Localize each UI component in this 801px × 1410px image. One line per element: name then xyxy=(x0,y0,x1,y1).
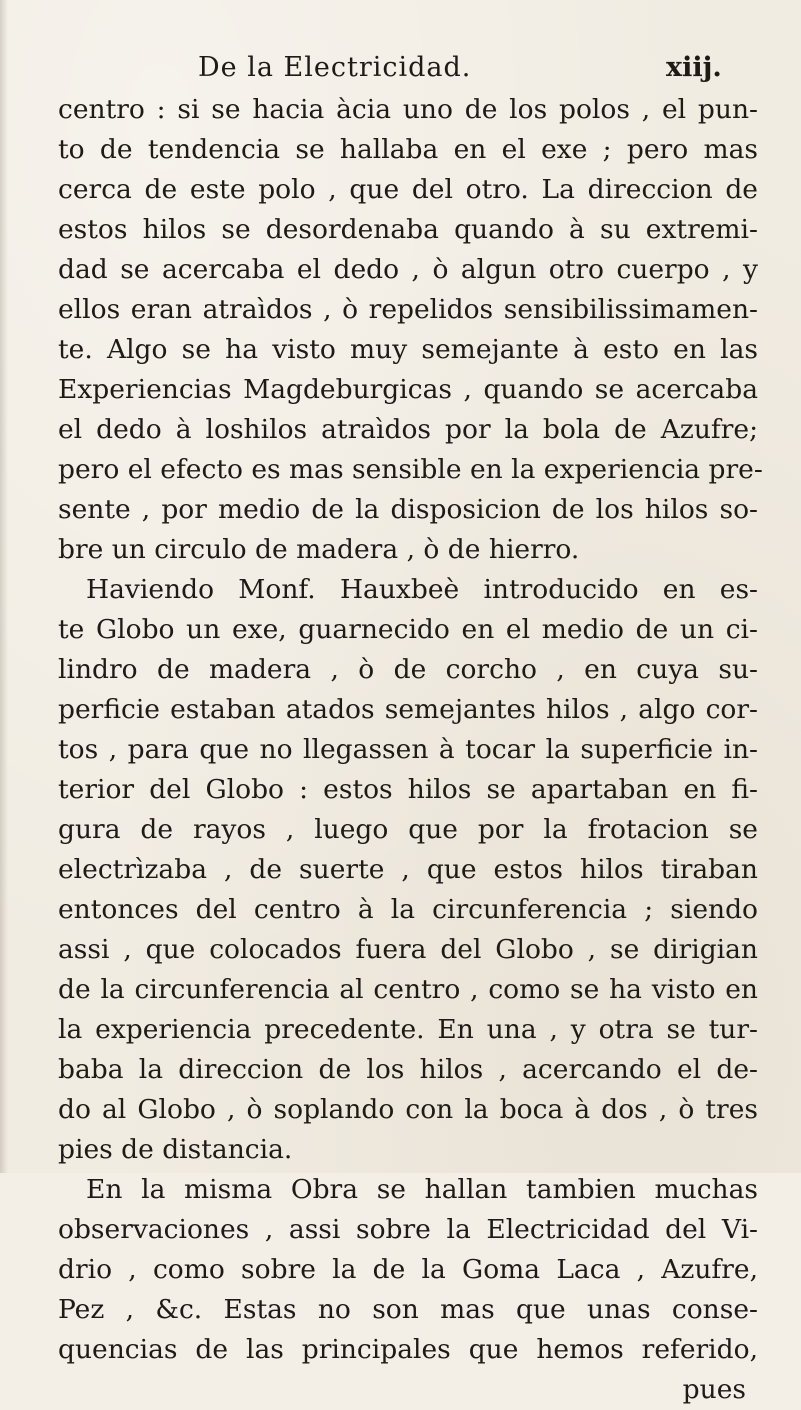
text-line: assi , que colocados fuera del Globo , se dirigian xyxy=(58,934,758,965)
text-line: perficie estaban atados semejantes hilos , algo cor- xyxy=(58,694,758,725)
text-line: entonces del centro à la circunferencia ; siendo xyxy=(58,894,758,925)
text-line: gura de rayos , luego que por la frotacion se xyxy=(58,814,758,845)
text-line: dad se acercaba el dedo , ò algun otro cuerpo , y xyxy=(58,254,758,285)
text-line: Experiencias Magdeburgicas , quando se acercaba xyxy=(58,374,758,405)
text-line: electrìzaba , de suerte , que estos hilos tiraban xyxy=(58,854,758,885)
text-line: pies de distancia. xyxy=(58,1134,293,1165)
text-line: observaciones , assi sobre la Electricidad del Vi- xyxy=(58,1214,758,1245)
page-gutter-shadow xyxy=(0,0,8,1173)
page-number: xiij. xyxy=(666,52,722,83)
text-line: bre un circulo de madera , ò de hierro. xyxy=(58,534,580,565)
text-line: cerca de este polo , que del otro. La direccion de xyxy=(58,174,758,205)
text-line: lindro de madera , ò de corcho , en cuya su- xyxy=(58,654,758,685)
paragraph-start-line: Haviendo Monf. Hauxbeè introducido en es- xyxy=(86,574,758,605)
text-line: el dedo à loshilos atraìdos por la bola de Azufre; xyxy=(58,414,758,445)
text-line: drio , como sobre la de la Goma Laca , Azufre, xyxy=(58,1254,758,1285)
text-line: Pez , &c. Estas no son mas que unas conse- xyxy=(58,1294,758,1325)
text-line: tos , para que no llegassen à tocar la superficie in- xyxy=(58,734,758,765)
text-line: te. Algo se ha visto muy semejante à esto en las xyxy=(58,334,758,365)
text-line: estos hilos se desordenaba quando à su extremi- xyxy=(58,214,758,245)
text-line: sente , por medio de la disposicion de los hilos so- xyxy=(58,494,758,525)
paragraph-start-line: En la misma Obra se hallan tambien muchas xyxy=(86,1174,758,1205)
text-line: ellos eran atraìdos , ò repelidos sensibilissimamen- xyxy=(58,294,758,325)
text-line: baba la direccion de los hilos , acercando el de- xyxy=(58,1054,758,1085)
text-line: to de tendencia se hallaba en el exe ; pero mas xyxy=(58,134,758,165)
text-line: de la circunferencia al centro , como se ha visto en xyxy=(58,974,758,1005)
text-line: centro : si se hacia àcia uno de los polos , el pun- xyxy=(58,94,758,125)
body-text xyxy=(58,90,763,1410)
catchword: pues xyxy=(682,1374,746,1405)
running-title: De la Electricidad. xyxy=(198,52,472,83)
text-line: terior del Globo : estos hilos se apartaban en fi- xyxy=(58,774,758,805)
text-line: te Globo un exe, guarnecido en el medio de un ci- xyxy=(58,614,758,645)
text-line: la experiencia precedente. En una , y otra se tur- xyxy=(58,1014,758,1045)
text-line: do al Globo , ò soplando con la boca à dos , ò tres xyxy=(58,1094,758,1125)
text-line: quencias de las principales que hemos referido, xyxy=(58,1334,758,1365)
text-line: pero el efecto es mas sensible en la experiencia pre- xyxy=(58,454,763,485)
